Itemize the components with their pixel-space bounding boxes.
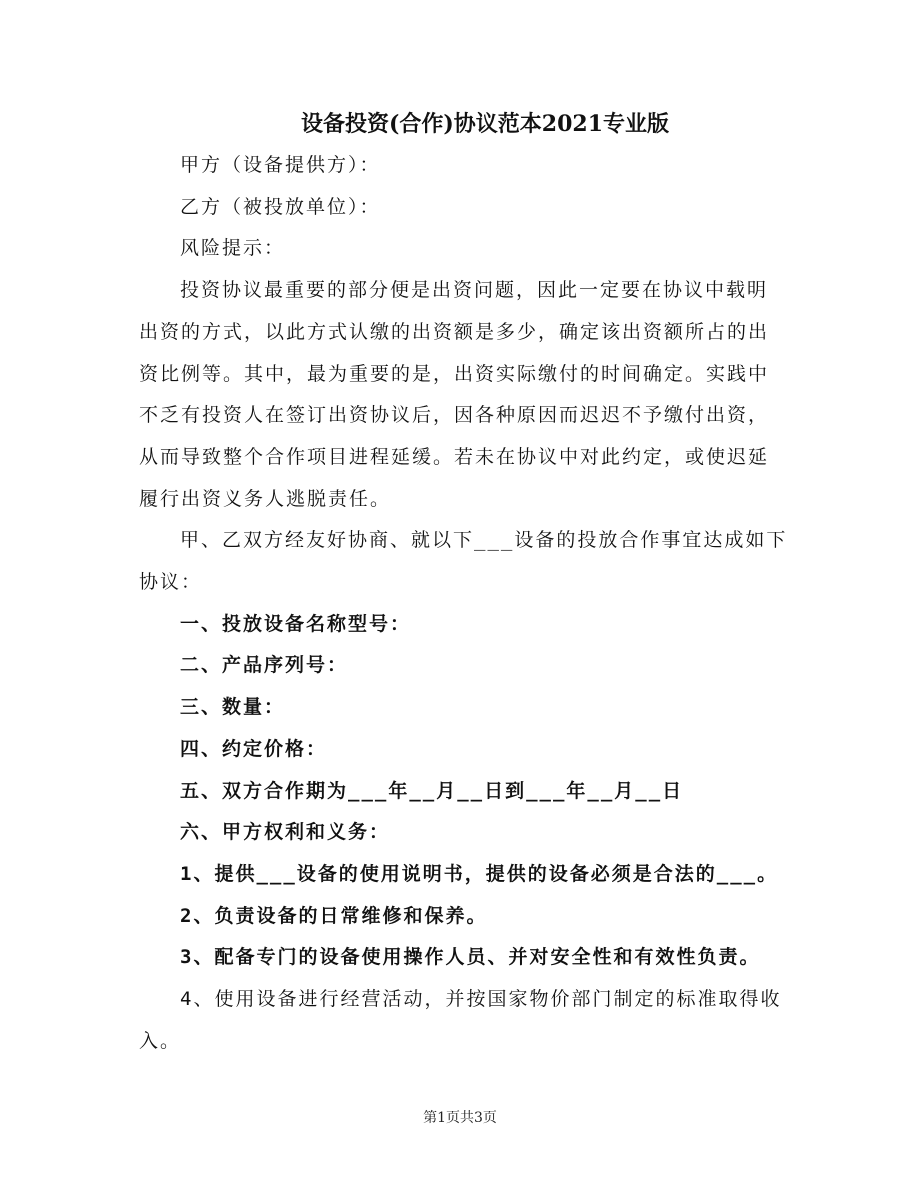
clause-cooperation-period: 五、双方合作期为___年__月__日到___年__月__日 xyxy=(180,779,684,802)
page-indicator: 第1页共3页 xyxy=(423,1110,497,1126)
clause-item-2: 2、负责设备的日常维修和保养。 xyxy=(180,904,488,927)
risk-line: 从而导致整个合作项目进程延缓。若未在协议中对此约定，或使迟延 xyxy=(139,445,770,468)
party-a-line: 甲方（设备提供方）： xyxy=(180,154,381,176)
risk-line: 出资的方式，以此方式认缴的出资额是多少，确定该出资额所占的出 xyxy=(139,320,770,343)
intro-paragraph xyxy=(139,520,789,603)
risk-line: 履行出资义务人逃脱责任。 xyxy=(139,487,392,510)
clause-party-a-rights: 六、甲方权利和义务： xyxy=(180,821,391,844)
document-body xyxy=(139,145,789,1062)
intro-line: 协议： xyxy=(139,571,203,594)
clause-item-4-line: 入。 xyxy=(139,1029,182,1052)
clause-price: 四、约定价格： xyxy=(180,737,328,760)
clause-device-name: 一、投放设备名称型号： xyxy=(180,612,412,635)
clause-quantity: 三、数量： xyxy=(180,696,286,719)
intro-line: 甲、乙双方经友好协商、就以下___设备的投放合作事宜达成如下 xyxy=(180,529,788,552)
risk-line: 资比例等。其中，最为重要的是，出资实际缴付的时间确定。实践中 xyxy=(139,362,770,385)
document-title: 设备投资(合作)协议范本2021专业版 xyxy=(300,111,670,137)
risk-line: 不乏有投资人在签订出资协议后，因各种原因而迟迟不予缴付出资， xyxy=(139,404,770,427)
clause-item-4-line: 4、使用设备进行经营活动，并按国家物价部门制定的标准取得收 xyxy=(180,988,782,1011)
risk-heading: 风险提示： xyxy=(180,237,286,260)
clause-item-1: 1、提供___设备的使用说明书，提供的设备必须是合法的___。 xyxy=(180,862,779,885)
risk-paragraph xyxy=(139,270,789,520)
clause-item-3: 3、配备专门的设备使用操作人员、并对安全性和有效性负责。 xyxy=(180,946,761,969)
party-b-line: 乙方（被投放单位）： xyxy=(180,195,381,218)
risk-line: 投资协议最重要的部分便是出资问题，因此一定要在协议中载明 xyxy=(180,279,769,302)
clause-item-4 xyxy=(139,979,789,1062)
clause-list xyxy=(139,604,789,979)
clause-serial-number: 二、产品序列号： xyxy=(180,654,349,677)
